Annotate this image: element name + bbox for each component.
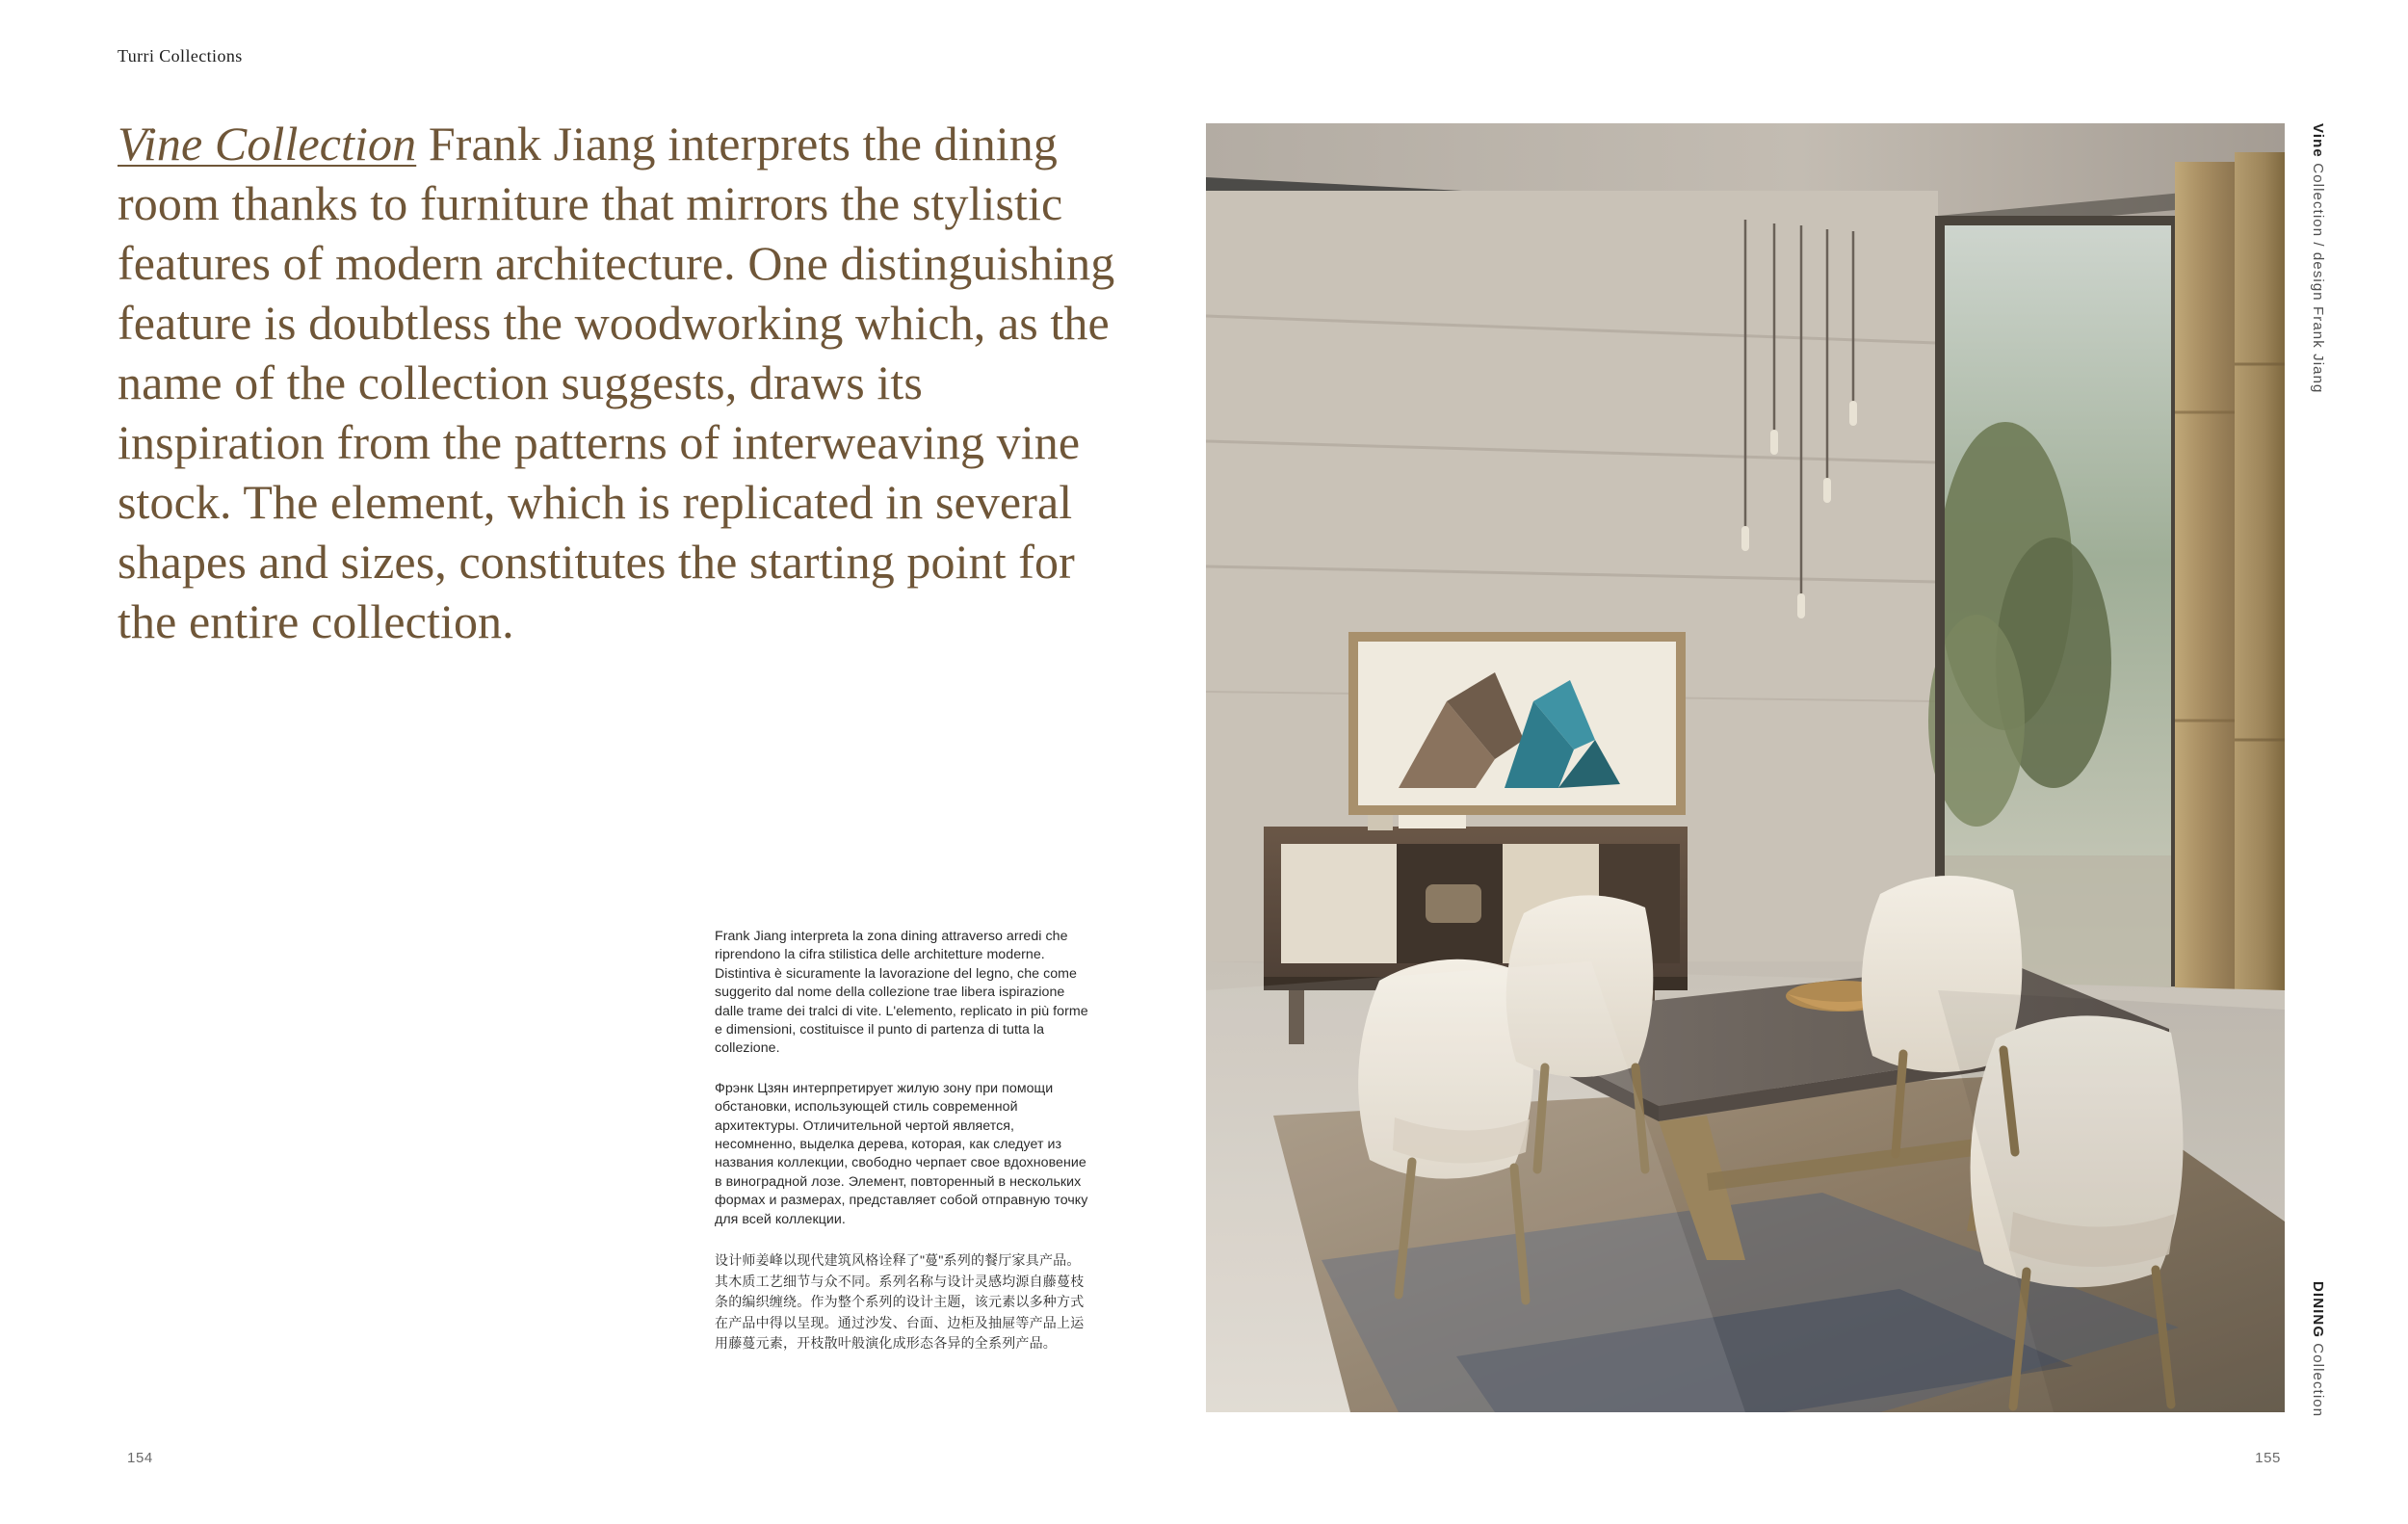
- page-number-right: 155: [2255, 1450, 2281, 1466]
- headline-body: Frank Jiang interprets the dining room thanks to furniture that mirrors the stylistic features of modern architecture. One distinguishing feature is doubtless the woodworking which, as the name of the collection suggests, draws its inspiration from the patterns of interweaving vine stock. The element, which is replicated in several shapes and sizes, constitutes the starting point for the entire collection.: [118, 117, 1115, 648]
- side-caption-category: [2310, 1281, 2326, 1417]
- side-caption-collection-rest: Collection / design Frank Jiang: [2310, 157, 2326, 394]
- collection-name: Vine Collection: [118, 117, 417, 171]
- side-caption-collection-bold: Vine: [2310, 123, 2326, 158]
- page-headline: [118, 114, 1139, 651]
- page-number-left: 154: [127, 1450, 153, 1466]
- multilingual-copy-block: [715, 928, 1092, 1376]
- side-caption-category-rest: Collection: [2310, 1338, 2326, 1418]
- copy-russian: Фрэнк Цзян интерпретирует жилую зону при помощи обстановки, использующей стиль современной архитектуры. Отличительной чертой является, несомненно, выделка дерева, которая, как следует из названия коллекции, свободно черпает свое вдохновение в виноградной лозе. Элемент, повторенный в нескольких формах и размерах, представляет собой отправную точку для всей коллекции.: [715, 1080, 1088, 1227]
- side-caption-category-bold: DINING: [2310, 1281, 2326, 1339]
- side-caption-collection: [2310, 123, 2326, 393]
- running-head: Turri Collections: [118, 46, 243, 66]
- dining-room-photo: [1206, 123, 2285, 1412]
- copy-italian: Frank Jiang interpreta la zona dining attraverso arredi che riprendono la cifra stilistica delle architetture moderne. Distintiva è sicuramente la lavorazione del legno, che come suggerito dal nome della collezione trae libera ispirazione dalle trame dei tralci di vite. L'elemento, replicato in più forme e dimensioni, costituisce il punto di partenza di tutta la collezione.: [715, 929, 1088, 1057]
- copy-chinese: 设计师姜峰以现代建筑风格诠释了"蔓"系列的餐厅家具产品。其木质工艺细节与众不同。系列名称与设计灵感均源自藤蔓枝条的编织缠绕。作为整个系列的设计主题，该元素以多种方式在产品中得以呈现。通过沙发、台面、边柜及抽屉等产品上运用藤蔓元素，开枝散叶般演化成形态各异的全系列产品。: [715, 1252, 1085, 1352]
